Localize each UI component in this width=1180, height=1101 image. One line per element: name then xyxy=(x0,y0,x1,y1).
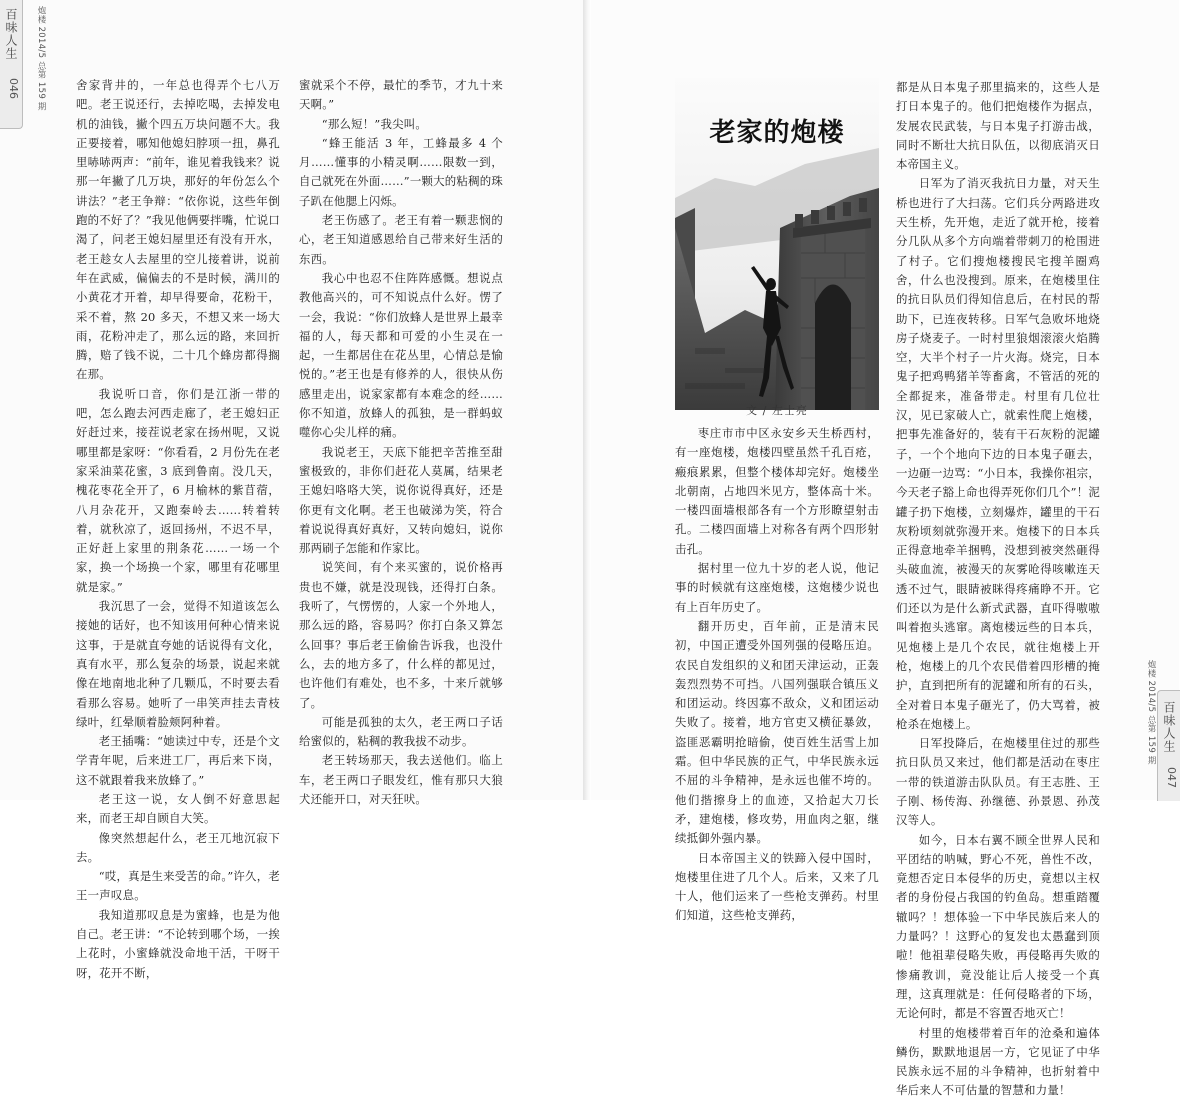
paragraph: “那么短！”我尖叫。 xyxy=(321,116,428,131)
right-section-tab xyxy=(1157,690,1179,800)
right-issue-label: 炮楼 2014/5 总第 159 期 xyxy=(1146,660,1156,765)
paragraph: 枣庄市市中区永安乡天生桥西村，有一座炮楼，炮楼四壁虽然千孔百疮，瘢痕累累，但整个楼体却完好。炮楼坐北朝南，占地四米见方，整体高十米。一楼四面墙根部各有一个方形瞭望射击孔。二楼四面墙上对称各有两个四形射击孔。 xyxy=(675,426,879,556)
left-tab-box xyxy=(0,0,23,129)
right-column-1 xyxy=(675,424,879,923)
right-page-number: 047 xyxy=(1165,767,1178,788)
paragraph: 舍家背井的，一年总也得弄个七八万吧。老王说还行，去掉吃喝，去掉发电机的油钱，撇个四五万块问题不大。我正要接着，哪知他媳妇脖项一扭，鼻孔里哧哧两声：“前年，谁见着我钱来？说那一年撇了几万块，那好的年份怎么个讲法？”老王争辩：“依你说，这些年倒跑的不好了？”我见他俩要拌嘴，忙说口渴了，问老王媳妇屋里还有没有开水，老王趁女人去屋里的空儿接着讲，说前年在武威，偏偏去的不是时候，满川的小黄花才开着，却早得要命，花粉干，采不着，熬 20 多天，不想又来一场大雨，花粉冲走了，那么远的路，来回折腾，赔了钱不说，二十几个蜂房都得搁在那。 xyxy=(76,78,280,382)
left-column-1 xyxy=(76,76,280,980)
paragraph: 我说听口音，你们是江浙一带的吧，怎么跑去河西走廊了，老王媳妇正好赶过来，接茬说老家在扬州呢，又说哪里都是家呀：“你看看，2 月份先在老家采油菜花蜜，3 底到鲁南。没几天，槐花枣花全开了，6 月榆林的紫苜蓿，八月杂花开，又跑秦岭去……转着转着，就秋凉了，返回扬州，不迟不早，正好赶上家里的荆条花……一场一个家，换一个场换一个家，哪里有花哪里就是家。” xyxy=(76,386,280,594)
paragraph: 都是从日本鬼子那里搞来的，这些人是打日本鬼子的。他们把炮楼作为据点，发展农民武装，与日本鬼子打游击战，同时不断壮大抗日队伍，以彻底消灭日本帝国主义。 xyxy=(896,80,1100,172)
left-page-number: 046 xyxy=(7,78,20,99)
left-column-2 xyxy=(299,76,503,806)
paragraph: “蜂王能活 3 年，工蜂最多 4 个月……懂事的小精灵啊……限数一到，自己就死在外面……”一颗大的粘稠的珠子趴在他腮上闪烁。 xyxy=(299,135,503,208)
paragraph: 日军为了消灭我抗日力量，对天生桥也进行了大扫荡。它们兵分两路进攻天生桥，先开炮，走近了就开枪，接着分几队从多个方向端着带刺刀的枪围进了村子。它们搜炮楼搜民宅搜羊圈鸡舍，什么也没搜到。原来，在炮楼里住的抗日队员们得知信息后，在村民的帮助下，已连夜转移。日军气急败坏地烧房子烧麦子。一时村里狼烟滚滚火焰腾空，大半个村子一片火海。烧完，日本鬼子把鸡鸭猪羊等畜禽，不管活的死的全都捉来，准备带走。村里有几位壮汉，见已家破人亡，就索性爬上炮楼，把事先准备好的，装有干石灰粉的泥罐子，一个个地向下边的日本鬼子砸去，一边砸一边骂：“小日本，我操你祖宗，今天老子豁上命也得弄死你们几个”！泥罐子扔下炮楼，立刻爆炸，罐里的干石灰粉顷刻就弥漫开来。炮楼下的日本兵正得意地牵羊捆鸭，没想到被突然砸得头破血流，被漫天的灰雾呛得咳嗽连天透不过气，眼睛被眯得疼痛睁不开。它们还以为是什么新式武器，直吓得嗷嗷叫着抱头逃窜。离炮楼远些的日本兵，见炮楼上是几个农民，就往炮楼上开枪，炮楼上的几个农民借着四形槽的掩护，直到把所有的泥罐和所有的石头，全对着日本鬼子砸光了，仍大骂着，被枪杀在炮楼上。 xyxy=(896,176,1100,731)
paragraph: 我心中也忍不住阵阵感慨。想说点教他高兴的，可不知说点什么好。愣了一会，我说：“你们放蜂人是世界上最幸福的人，每天都和可爱的小生灵在一起，一生都居住在花丛里，心情总是愉悦的。”老王也是有修养的人，很快从伤感里走出，说家家都有本难念的经……你不知道，放蜂人的孤独，是一群蚂蚁噬你心尖儿样的痛。 xyxy=(299,270,503,440)
article-photo xyxy=(675,78,879,410)
paragraph: 老王伤感了。老王有着一颗悲悯的心，老王知道感恩给自己带来好生活的东西。 xyxy=(299,213,503,266)
article-title: 老家的炮楼 xyxy=(709,118,845,148)
paragraph: 据村里一位九十岁的老人说，他记事的时候就有这座炮楼，这炮楼少说也有上百年历史了。 xyxy=(675,561,879,614)
article-byline: 文 / 左士亮 xyxy=(746,404,808,417)
paragraph: 说笑间，有个来买蜜的，说价格再贵也不嫌，就是没现钱，还得打白条。我听了，气愣愣的，人家一个外地人，那么远的路，容易吗？你打白条又算怎么回事？事后老王偷偷告诉我，也没什么，去的地方多了，什么样的都见过，也许他们有难处，也不多，十来斤就够了。 xyxy=(299,560,503,710)
paragraph: 老王转场那天，我去送他们。临上车，老王两口子眼发红，惟有那只大狼犬还能开口，对天狂吠。 xyxy=(299,753,503,806)
paragraph: 老王这一说，女人倒不好意思起来，而老王却自顾自大笑。 xyxy=(76,791,280,826)
paragraph: 我沉思了一会，觉得不知道该怎么接她的话好，也不知该用何种心情来说这事，于是就直夸她的话说得有文化，真有水平，那么复杂的场景，说起来就像在地南地北种了几颗瓜，不时要去看看那么容易。她听了一串笑声挂去青枝绿叶，红晕顺着脸颊阿种着。 xyxy=(76,599,280,729)
paragraph: 我说老王，天底下能把辛苦推至甜蜜极致的，非你们赶花人莫属，结果老王媳妇咯咯大笑，说你说得真好，还是你更有文化啊。老王也破涕为笑，符合着说说得真好真好，又转向媳妇，说你那两刷子怎能和作家比。 xyxy=(299,444,503,556)
paragraph: “哎，真是生来受苦的命。”许久，老王一声叹息。 xyxy=(76,869,280,903)
paragraph: 村里的炮楼带着百年的沧桑和遍体鳞伤，默默地退居一方，它见证了中华民族永远不屈的斗争精神，也折射着中华后来人不可估量的智慧和力量！ xyxy=(896,1025,1100,1098)
paragraph: 蜜就采个不停，最忙的季节，才九十来天啊。” xyxy=(299,78,503,112)
paragraph: 日本帝国主义的铁蹄入侵中国时，炮楼里住进了几个人。后来，又来了几十人，他们运来了一些枪支弹药。村里们知道，这些枪支弹药， xyxy=(675,850,879,923)
paragraph: 老王插嘴：“她读过中专，还是个文学青年呢，后来进工厂，再后来下岗，这不就跟着我来放蜂了。” xyxy=(76,734,280,787)
left-section-brand: 百味人生 xyxy=(4,8,18,60)
right-tab-box xyxy=(1157,690,1180,801)
left-section-tab xyxy=(0,0,22,140)
paragraph: 我知道那叹息是为蜜蜂，也是为他自己。老王讲：“不论转到哪个场，一挨上花时，小蜜蜂就没命地干活，干呀干呀，花开不断， xyxy=(76,907,280,980)
left-page xyxy=(0,0,583,980)
paragraph: 像突然想起什么，老王兀地沉寂下去。 xyxy=(76,830,280,864)
paragraph: 翻开历史，百年前，正是清末民初，中国正遭受外国列强的侵略压迫。农民自发组织的义和团天津运动，正轰轰烈烈势不可挡。八国列强联合镇压义和团运动。终因寡不敌众，义和团运动失败了。接着，地方官吏又横征暴敛，盗匪恶霸明抢暗偷，使百姓生活雪上加霜。但中华民族的正气，中华民族永远不屈的斗争精神，是永远也催不垮的。他们揩擦身上的血迹，又拾起大刀长矛，建炮楼，修攻势，用血肉之躯，继续抵御外强内暴。 xyxy=(675,618,879,846)
paragraph: 日军投降后，在炮楼里住过的那些抗日队员又来过，他们都是活动在枣庄一带的铁道游击队队员。有王志胜、王子刚、杨传海、孙继德、孙景恩、孙茂汉等人。 xyxy=(896,736,1100,828)
left-issue-label: 炮楼 2014/5 总第 159 期 xyxy=(36,6,46,111)
paragraph: 可能是孤独的太久，老王两口子话给蜜似的，粘稠的教我拔不动步。 xyxy=(299,714,503,749)
right-column-2 xyxy=(896,78,1100,1098)
right-section-brand: 百味人生 xyxy=(1162,701,1176,753)
page-gutter xyxy=(583,0,591,800)
paragraph: 如今，日本右翼不顾全世界人民和平团结的呐喊，野心不死，兽性不改，竟想否定日本侵华的历史，竟想以主权者的身份侵占我国的钓鱼岛。想重踏覆辙吗？！想体验一下中华民族后来人的力量吗？！这野心的复发也太愚蠢到顶啦！他祖辈侵略失败，再侵略再失败的惨痛教训，竟没能让后人接受一个真理，这真理就是：任何侵略者的下场，无论何时，都是不容置否地灭亡！ xyxy=(896,832,1100,1021)
